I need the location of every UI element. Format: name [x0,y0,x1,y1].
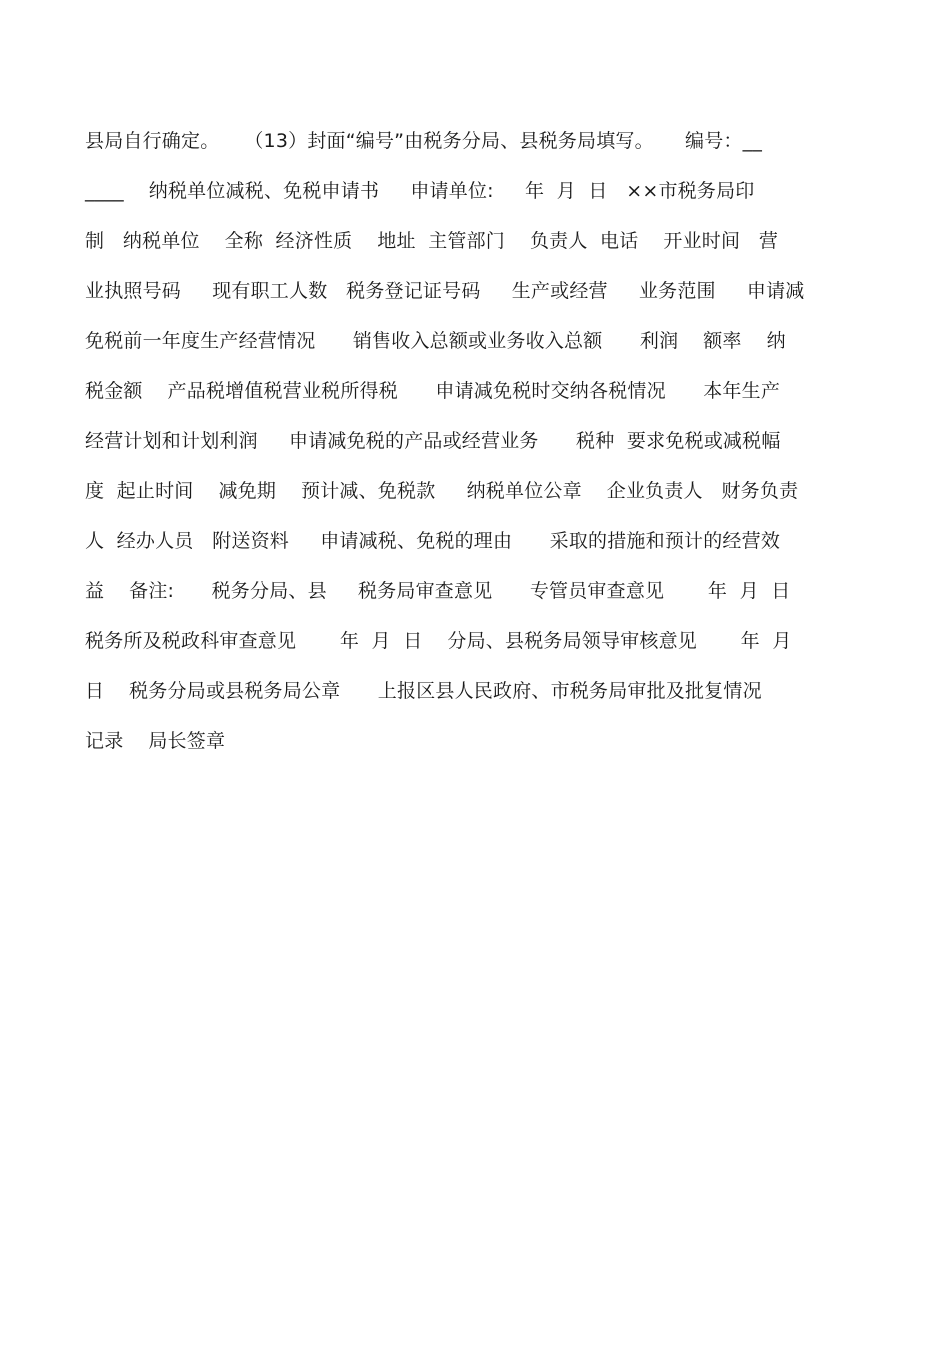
text-line: 免税前一年度生产经营情况 销售收入总额或业务收入总额 利润 额率 纳 [85,330,786,352]
text-line: 记录 局长签章 [85,730,226,752]
text-line: 日 税务分局或县税务局公章 上报区县人民政府、市税务局审批及批复情况 [85,680,762,702]
text-line: 县局自行确定。 （13）封面“编号”由税务分局、县税务局填写。 编号：__ [85,130,763,152]
text-line: 经营计划和计划利润 申请减免税的产品或经营业务 税种 要求免税或减税幅 [85,430,781,452]
text-line: 度 起止时间 减免期 预计减、免税款 纳税单位公章 企业负责人 财务负责 [85,480,799,502]
text-line: ____ 纳税单位减税、免税申请书 申请单位: 年 月 日 ××市税务局印 [85,180,755,202]
text-line: 益 备注: 税务分局、县 税务局审查意见 专管员审查意见 年 月 日 [85,580,791,602]
text-line: 人 经办人员 附送资料 申请减税、免税的理由 采取的措施和预计的经营效 [85,530,781,552]
text-line: 税金额 产品税增值税营业税所得税 申请减免税时交纳各税情况 本年生产 [85,380,781,402]
text-line: 业执照号码 现有职工人数 税务登记证号码 生产或经营 业务范围 申请减 [85,280,805,302]
text-line: 税务所及税政科审查意见 年 月 日 分局、县税务局领导审核意见 年 月 [85,630,792,652]
text-line: 制 纳税单位 全称 经济性质 地址 主管部门 负责人 电话 开业时间 营 [85,230,779,252]
document-body [85,126,875,776]
